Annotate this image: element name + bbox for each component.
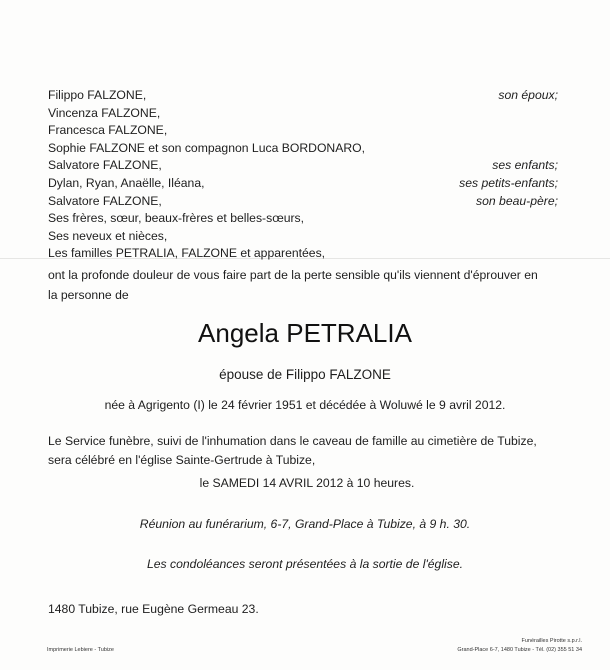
mourner-relation: son beau-père; <box>476 193 558 208</box>
deceased-name: Angela PETRALIA <box>198 318 412 348</box>
mourner-name: Ses frères, sœur, beaux-frères et belles-sœurs, <box>48 211 305 226</box>
mourner-name: Ses neveux et nièces, <box>48 228 168 243</box>
family-address: 1480 Tubize, rue Eugène Germeau 23. <box>48 602 259 616</box>
mourner-row <box>48 210 558 228</box>
mourner-name: Dylan, Ryan, Anaëlle, Iléana, <box>48 175 205 190</box>
service-line-1: Le Service funèbre, suivi de l'inhumation dans le caveau de famille au cimetière de Tubize, <box>48 434 537 448</box>
funeral-home-name: Funérailles Pirotte s.p.r.l. <box>521 638 582 644</box>
mourner-relation: son époux; <box>498 88 558 102</box>
mourner-name: Salvatore FALZONE, <box>48 158 162 173</box>
mourner-relation: ses enfants; <box>492 158 558 173</box>
mourner-name: Filippo FALZONE, <box>48 88 147 102</box>
mourners-list <box>48 87 558 263</box>
mourner-row <box>48 87 558 105</box>
reunion-info: Réunion au funérarium, 6-7, Grand-Place à Tubize, à 9 h. 30. <box>139 517 471 531</box>
printer-credit: Imprimerie Lebiere - Tubize <box>47 647 114 653</box>
funeral-home <box>457 637 582 655</box>
mourner-row <box>48 122 558 140</box>
mourner-row <box>48 140 558 158</box>
deceased-bio: née à Agrigento (I) le 24 février 1951 et décédée à Woluwé le 9 avril 2012. <box>104 398 506 412</box>
service-line-2: sera célébré en l'église Sainte-Gertrude à Tubize, <box>48 453 316 467</box>
service-info <box>48 432 588 470</box>
intro-text <box>48 266 568 305</box>
deceased-spouse: épouse de Filippo FALZONE <box>219 367 391 382</box>
mourner-row <box>48 193 558 211</box>
mourner-row <box>48 175 558 193</box>
mourner-name: Sophie FALZONE et son compagnon Luca BORDONARO, <box>48 140 366 155</box>
mourner-name: Salvatore FALZONE, <box>48 193 162 208</box>
intro-line-2: la personne de <box>48 287 129 302</box>
mourner-relation: ses petits-enfants; <box>459 175 558 190</box>
intro-line-1: ont la profonde douleur de vous faire part de la perte sensible qu'ils viennent d'éprouver en <box>48 268 538 282</box>
mourner-name: Vincenza FALZONE, <box>48 105 161 120</box>
mourner-row <box>48 157 558 175</box>
mourner-row <box>48 105 558 123</box>
condolences-info: Les condoléances seront présentées à la sortie de l'église. <box>146 557 463 571</box>
mourner-name: Les familles PETRALIA, FALZONE et apparentées, <box>48 246 326 261</box>
mourner-name: Francesca FALZONE, <box>48 123 168 138</box>
service-date: le SAMEDI 14 AVRIL 2012 à 10 heures. <box>199 476 415 490</box>
mourner-row <box>48 245 558 263</box>
funeral-home-address: Grand-Place 6-7, 1480 Tubize - Tél. (02) 355 51 34 <box>457 647 582 653</box>
mourner-row <box>48 228 558 246</box>
